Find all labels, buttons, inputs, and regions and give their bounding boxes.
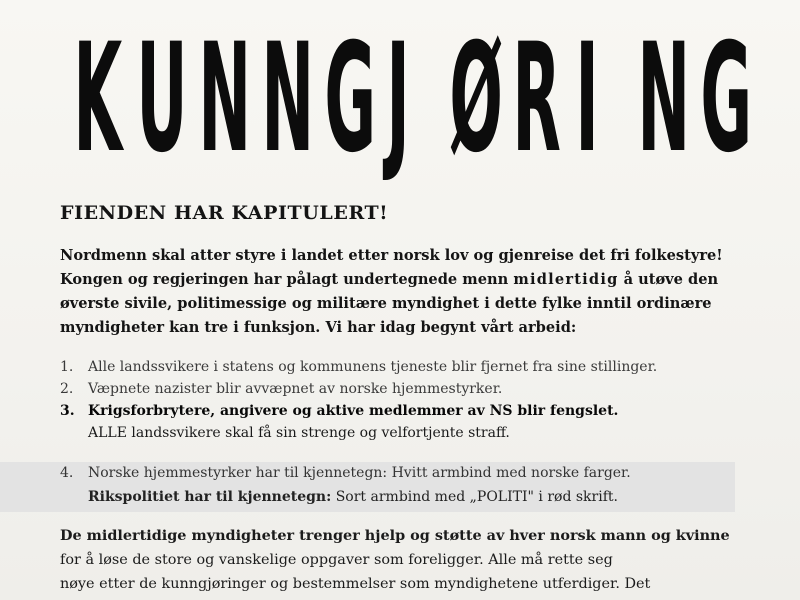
headline-letter: K	[73, 12, 122, 186]
intro-line: myndigheter kan tre i funksjon. Vi har idag begynt vårt arbeid:	[60, 319, 577, 336]
headline-letter: U	[136, 12, 187, 186]
list-item	[60, 356, 750, 378]
list-text: Krigsforbrytere, angivere og aktive medlemmer av NS blir fengslet.	[88, 403, 619, 419]
headline-letter: Ø	[449, 12, 503, 186]
headline-letter: N	[261, 12, 314, 186]
intro-text: Kongen og regjeringen har pålagt undertegnede menn	[60, 271, 514, 288]
headline-letter: G	[324, 12, 375, 186]
list-item	[60, 378, 750, 400]
subheading: FIENDEN HAR KAPITULERT!	[60, 202, 389, 224]
closing-line: De midlertidige myndigheter trenger hjelp og støtte av hver norsk mann og kvinne	[60, 527, 730, 544]
headline-letter: N	[637, 12, 690, 186]
list-number: 2.	[60, 381, 74, 397]
list-lead: Rikspolitiet har til kjennetegn:	[88, 489, 332, 505]
list-number: 1.	[60, 359, 74, 375]
list-item	[60, 400, 750, 422]
numbered-list	[60, 356, 750, 444]
intro-line: Nordmenn skal atter styre i landet etter norsk lov og gjenreise det fri folkestyre!	[60, 247, 723, 264]
closing-line: for å løse de store og vanskelige oppgaver som foreligger. Alle må rette seg	[60, 552, 613, 568]
list-text: Væpnete nazister blir avvæpnet av norske hjemmestyrker.	[88, 381, 503, 397]
intro-emphasis: midlertidig	[513, 271, 619, 288]
intro-line	[60, 268, 740, 292]
headline-letter: R	[512, 12, 560, 186]
intro-line: øverste sivile, politimessige og militære myndighet i dette fylke inntil ordinære	[60, 295, 712, 312]
list-text: Alle landssvikere i statens og kommunens tjeneste blir fjernet fra sine stillinger.	[88, 359, 658, 375]
list-item	[60, 462, 631, 484]
headline-letter: J	[386, 12, 410, 186]
intro-text: å utøve den	[618, 271, 719, 288]
intro-paragraph	[60, 244, 740, 340]
list-subline	[88, 486, 618, 508]
list-text: Sort armbind med „POLITI" i rød skrift.	[331, 489, 618, 505]
list-number: 4.	[60, 465, 74, 481]
headline-kunngjoring	[58, 12, 752, 186]
headline-letter: G	[700, 12, 752, 186]
list-text: Norske hjemmestyrker har til kjennetegn: Hvitt armbind med norske farger.	[88, 465, 631, 481]
list-subline: ALLE landssvikere skal få sin strenge og velfortjente straff.	[88, 425, 510, 441]
list-number: 3.	[60, 403, 75, 419]
closing-paragraph	[60, 524, 740, 596]
headline-letter: N	[198, 12, 251, 186]
headline-letter: I	[574, 12, 598, 186]
closing-line: nøye etter de kunngjøringer og bestemmelser som myndighetene utferdiger. Det	[60, 576, 651, 592]
